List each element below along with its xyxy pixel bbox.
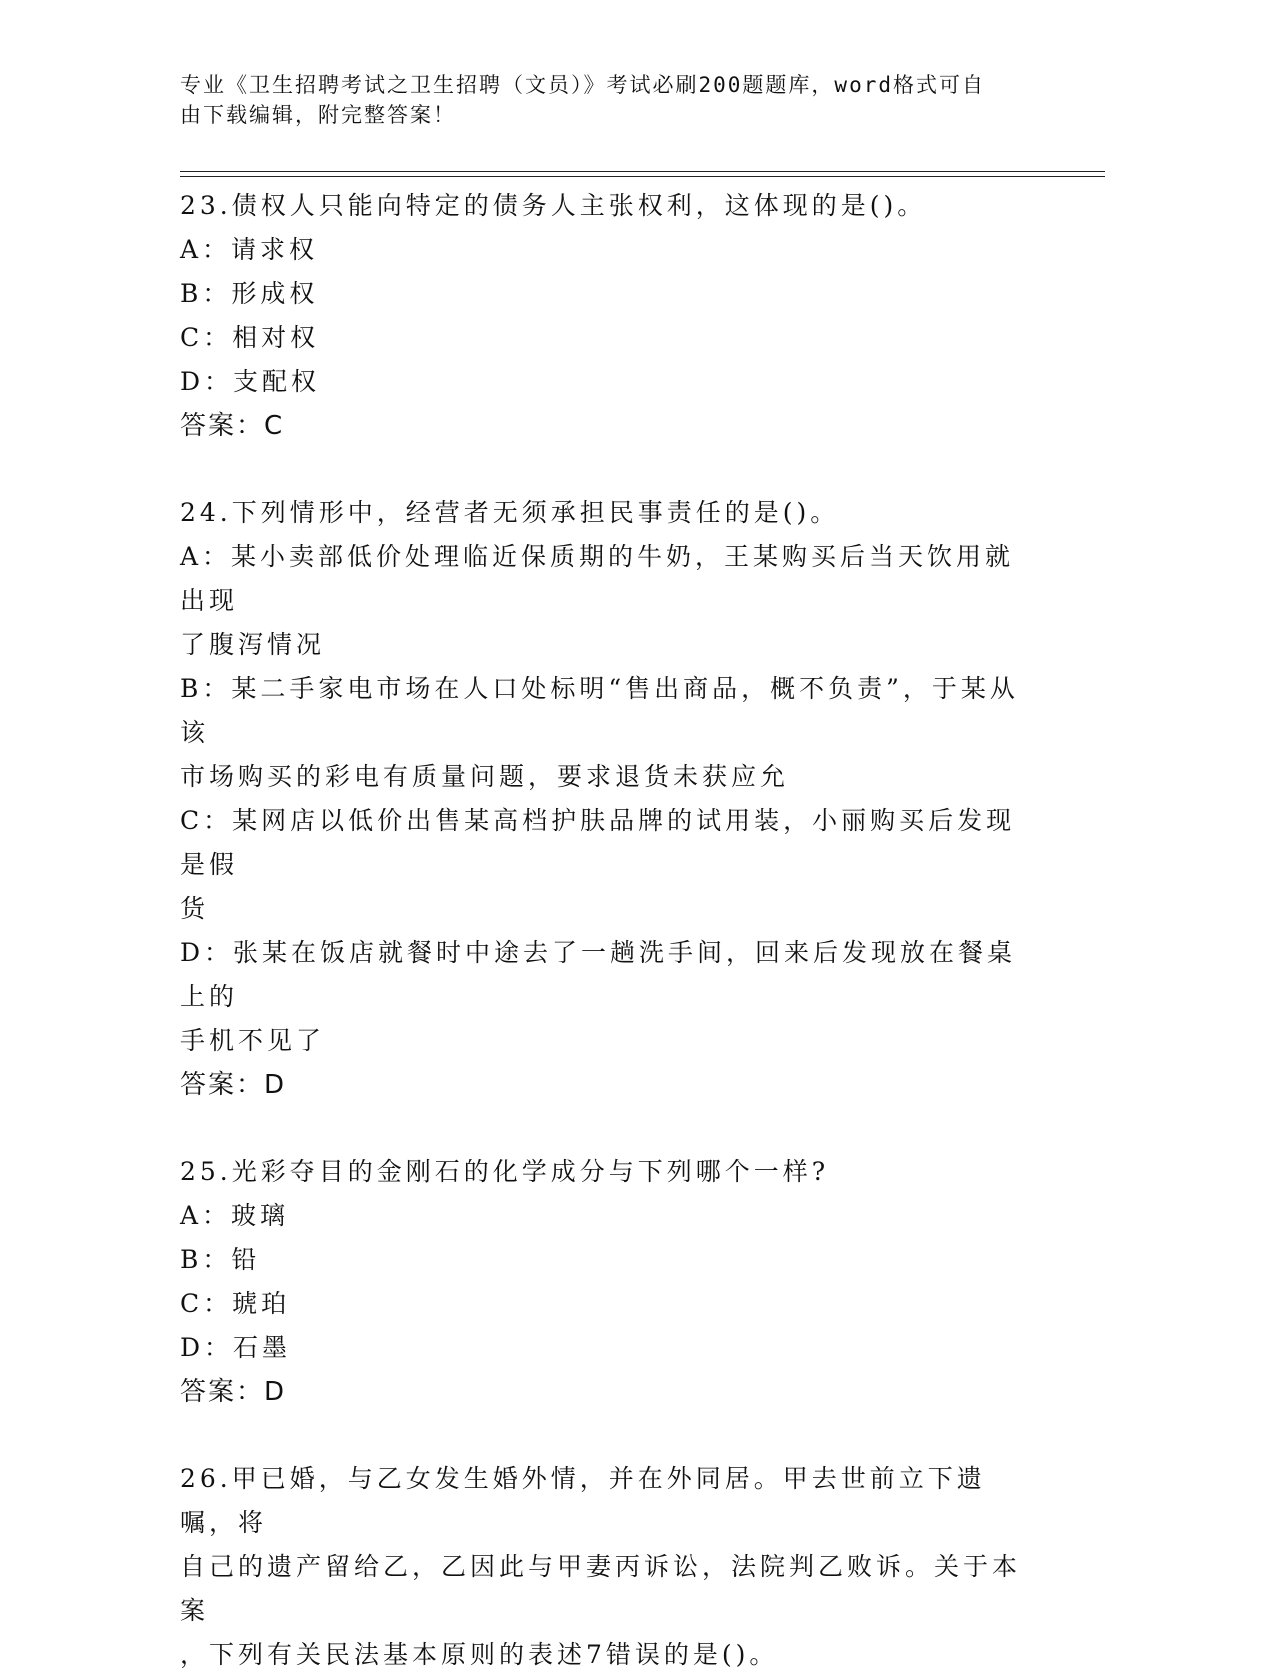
option-b-continued: 市场购买的彩电有质量问题，要求退货未获应允	[180, 762, 790, 791]
option-d: D：支配权	[180, 367, 321, 396]
option-c: C：相对权	[180, 323, 320, 352]
question-23	[180, 184, 1030, 448]
question-list	[180, 184, 1030, 1677]
answer-line: 答案：D	[180, 1070, 287, 1100]
option-a: A：请求权	[180, 235, 319, 264]
option-a: A：玻璃	[180, 1201, 290, 1230]
option-b: B：某二手家电市场在人口处标明“售出商品，概不负责”，于某从该	[180, 674, 1019, 747]
spacer	[180, 1107, 1030, 1150]
question-stem: 23.债权人只能向特定的债务人主张权利，这体现的是()。	[180, 191, 927, 220]
option-c-continued: 货	[180, 894, 210, 923]
spacer	[180, 448, 1030, 491]
option-a: A：某小卖部低价处理临近保质期的牛奶，王某购买后当天饮用就出现	[180, 542, 1015, 615]
header-divider-top	[180, 171, 1105, 172]
question-stem: 26.甲已婚，与乙女发生婚外情，并在外同居。甲去世前立下遗嘱，将	[180, 1464, 986, 1537]
header-divider-bottom	[180, 176, 1105, 177]
answer-line: 答案：C	[180, 411, 285, 441]
option-d: D：石墨	[180, 1333, 292, 1362]
answer-line: 答案：D	[180, 1377, 287, 1407]
header-line-1: 专业《卫生招聘考试之卫生招聘（文员）》考试必刷200题题库，word格式可自	[180, 73, 985, 97]
option-c: C：琥珀	[180, 1289, 291, 1318]
option-b: B：铅	[180, 1245, 261, 1274]
document-header	[180, 70, 1040, 130]
option-a-continued: 了腹泻情况	[180, 630, 326, 659]
option-d: D：张某在饭店就餐时中途去了一趟洗手间，回来后发现放在餐桌上的	[180, 938, 1017, 1011]
option-b: B：形成权	[180, 279, 319, 308]
spacer	[180, 1414, 1030, 1457]
question-24	[180, 491, 1030, 1107]
question-stem: 24.下列情形中，经营者无须承担民事责任的是()。	[180, 498, 840, 527]
question-26	[180, 1457, 1030, 1677]
question-stem-continued: ，下列有关民法基本原则的表述7错误的是()。	[180, 1640, 779, 1669]
question-stem-continued: 自己的遗产留给乙，乙因此与甲妻丙诉讼，法院判乙败诉。关于本案	[180, 1552, 1022, 1625]
option-c: C：某网店以低价出售某高档护肤品牌的试用装，小丽购买后发现是假	[180, 806, 1016, 879]
question-25	[180, 1150, 1030, 1414]
header-line-2: 由下载编辑，附完整答案！	[180, 103, 456, 127]
option-d-continued: 手机不见了	[180, 1026, 326, 1055]
question-stem: 25.光彩夺目的金刚石的化学成分与下列哪个一样?	[180, 1157, 830, 1186]
